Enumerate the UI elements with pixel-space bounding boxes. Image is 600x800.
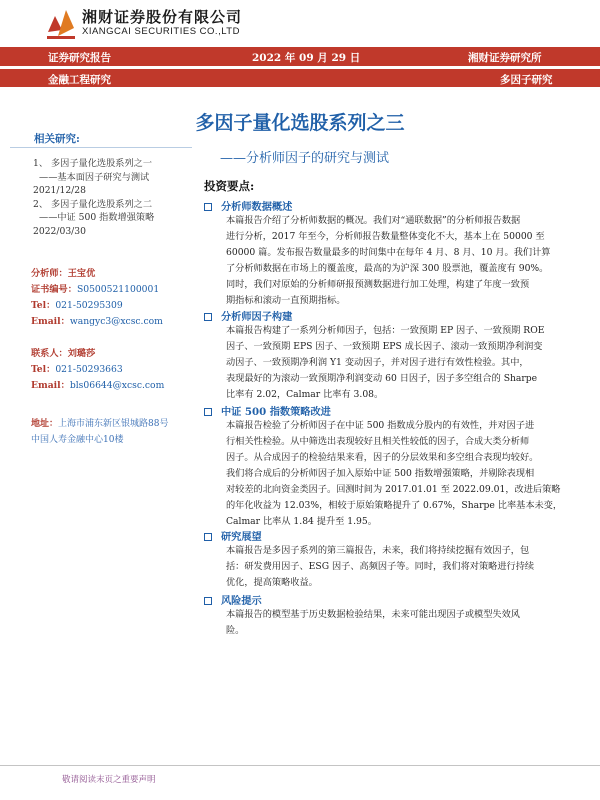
contact-tel-label: Tel：: [31, 364, 56, 375]
section-paragraph: 本篇报告的模型基于历史数据检验结果，未来可能出现因子或模型失效风 险。: [226, 609, 520, 636]
related-research-list: [33, 157, 193, 238]
section-paragraph: 本篇报告介绍了分析师数据的概况。我们对“通联数据”的分析师报告数据 进行分析，2017 年至今，分析师报告数量整体变化不大，基本上在 50000 至 60000 篇。发布报告数量最多的时间集中在每年 4 月、8 月、10 月。我们计算 了分析师数据在市场上的覆盖度，最高的为沪深 300 股票池，覆盖度有 90%。 同时，我们对原始的分析师研报预测数据进行加工处理，构建了年度一致预 期指标和滚动一直预期指标。: [226, 215, 551, 306]
research-institute: 湘财证券研究所: [468, 52, 542, 64]
research-category: 金融工程研究: [48, 74, 111, 86]
contact-email[interactable]: bls06644@xcsc.com: [69, 380, 165, 391]
contact-name: 刘璐莎: [67, 348, 96, 359]
analyst-tel: 021-50295309: [55, 300, 123, 311]
research-topic: 多因子研究: [500, 74, 553, 86]
header-bar-bottom: [0, 69, 600, 87]
section-heading: 研究展望: [204, 528, 262, 543]
related-line: 2022/03/30: [33, 225, 86, 237]
address-block: [31, 416, 168, 448]
investment-highlights-heading: 投资要点:: [204, 179, 255, 193]
analyst-info: [31, 266, 201, 330]
contact-tel: 021-50293663: [55, 364, 123, 375]
section-paragraph: 本篇报告是多因子系列的第三篇报告，未来，我们将持续挖掘有效因子，包 括：研发费用因子、ESG 因子、高频因子等。同时，我们将对策略进行持续 优化，提高策略收益。: [226, 545, 535, 588]
related-line: ——基本面因子研究与测试: [39, 171, 150, 183]
analyst-tel-label: Tel：: [31, 300, 56, 311]
checkbox-bullet-icon: [204, 203, 212, 211]
footer-divider: [0, 765, 600, 766]
address-label: 地址：: [31, 419, 59, 429]
company-name-cn: 湘财证券股份有限公司: [82, 8, 243, 26]
report-subtitle: ——分析师因子的研究与测试: [220, 151, 390, 166]
checkbox-bullet-icon: [204, 597, 212, 605]
company-name-en: XIANGCAI SECURITIES CO.,LTD: [82, 26, 240, 37]
address-line2: 中国人寿金融中心10楼: [31, 435, 124, 445]
report-type: 证券研究报告: [48, 52, 111, 64]
analyst-name: 王宝优: [67, 268, 96, 279]
related-line: 2021/12/28: [33, 185, 86, 196]
cert-label: 证书编号：: [31, 284, 77, 295]
section-heading: 分析师因子构建: [204, 308, 292, 323]
section-paragraph: 本篇报告检验了分析师因子在中证 500 指数成分股内的有效性，并对因子进 行相关性检验。从中筛选出表现较好且相关性较低的因子，合成大类分析师 因子。从合成因子的检验结果来看，因子的分层效果和多空组合表现均较好。 我们将合成后的分析师因子加入原始中证 500 指数增强策略，并剔除表现相 对较差的北向资金类因子。回测时间为 2017.01.01 至 2022.09.01，改进后策略 的年化收益为 12.03%，相较于原始策略提升了 0.67%，Sharpe 比率基本未变， Calmar 比率从 1.84 提升至 1.95。: [226, 420, 563, 527]
cert-number: S0500521100001: [76, 284, 160, 295]
company-logo-icon: [46, 6, 76, 40]
section-heading: 风险提示: [204, 592, 262, 607]
related-line: ——中证 500 指数增强策略: [39, 212, 155, 223]
report-title: 多因子量化选股系列之三: [195, 112, 405, 134]
section-heading: 中证 500 指数策略改进: [204, 403, 331, 418]
report-date: 2022 年 09 月 29 日: [252, 52, 361, 64]
contact-info: [31, 346, 201, 394]
analyst-label: 分析师：: [31, 268, 68, 279]
section-heading: 分析师数据概述: [204, 198, 292, 213]
section-paragraph: 本篇报告构建了一系列分析师因子，包括：一致预期 EP 因子、一致预期 ROE 因子、一致预期 EPS 因子、一致预期 EPS 成长因子、滚动一致预期净利润变 动因子、一致预期净利润 Y1 变动因子，并对因子进行有效性检验。其中， 表现最好的为滚动一致预期净利润变动 60 日因子，因子多空组合的 Sharpe 比率有 2.02，Calmar 比率有 3.08。: [226, 325, 545, 400]
related-line: 2、 多因子量化选股系列之二: [33, 198, 153, 210]
analyst-email-label: Email：: [31, 316, 70, 327]
contact-label: 联系人：: [31, 348, 68, 359]
header-bar-top: [0, 47, 600, 66]
disclaimer-note: 敬请阅读末页之重要声明: [62, 775, 156, 785]
address-line1: 上海市浦东新区银城路88号: [58, 419, 169, 429]
related-research-heading: 相关研究:: [10, 131, 192, 148]
analyst-email[interactable]: wangyc3@xcsc.com: [69, 316, 163, 327]
contact-email-label: Email：: [31, 380, 70, 391]
checkbox-bullet-icon: [204, 408, 212, 416]
related-line: 1、 多因子量化选股系列之一: [33, 158, 153, 169]
checkbox-bullet-icon: [204, 533, 212, 541]
checkbox-bullet-icon: [204, 313, 212, 321]
